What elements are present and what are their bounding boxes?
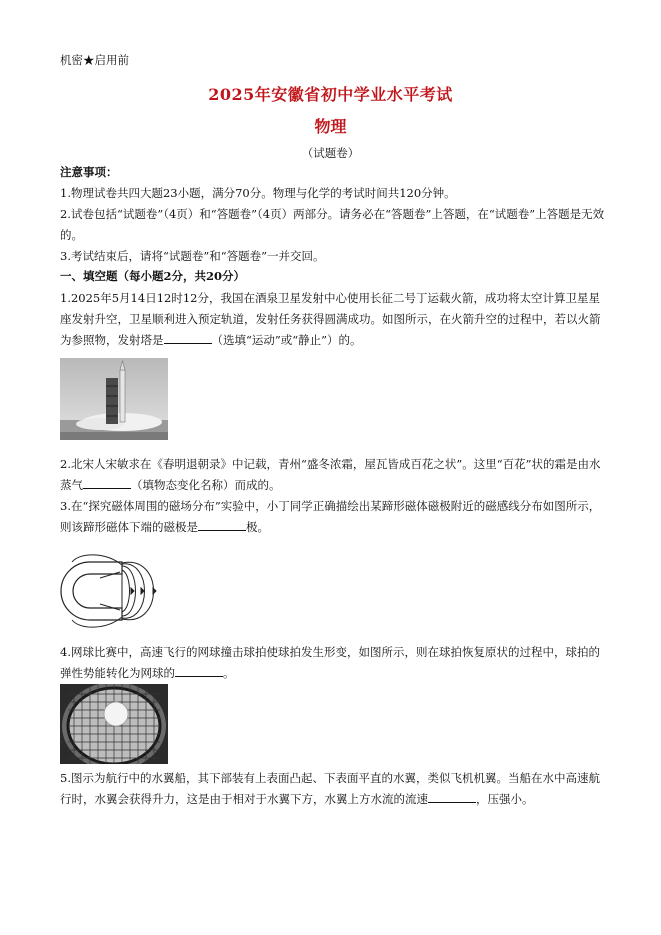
answer-blank-4: [175, 664, 223, 677]
question-3-tail: 极。: [246, 520, 269, 534]
question-2-tail: （填物态变化名称）而成的。: [131, 478, 281, 492]
question-4-text: 4.网球比赛中，高速飞行的网球撞击球拍使球拍发生形变，如图所示，则在球拍恢复原状的过程中，球拍的弹性势能转化为网球的: [60, 645, 600, 680]
question-1-text: 1.2025年5月14日12时12分，我国在酒泉卫星发射中心使用长征二号丁运载火箭，成功将太空计算卫星星座发射升空，卫星顺利进入预定轨道，发射任务获得圆满成功。如图所示，在火箭升空的过程中，若以火箭为参照物，发射塔是: [60, 291, 601, 347]
rocket-launch-photo: [60, 358, 168, 440]
notice-item-3: 3.考试结束后，请将“试题卷”和“答题卷”一并交回。: [60, 249, 325, 263]
notice-item-1: 1.物理试卷共四大题23小题，满分70分。物理与化学的考试时间共120分钟。: [60, 186, 456, 200]
question-5-tail: ，压强小。: [476, 792, 534, 806]
question-4-tail: 。: [223, 666, 235, 680]
exam-title: 2025年安徽省初中学业水平考试: [208, 85, 453, 104]
question-2-text: 2.北宋人宋敏求在《春明退朝录》中记载，青州“盛冬浓霜，屋瓦皆成百花之状”。这里“百花”状的霜是由水蒸气: [60, 457, 601, 492]
question-2: [60, 454, 608, 496]
section-heading: 一、填空题（每小题2分，共20分）: [60, 269, 246, 283]
answer-blank-5: [428, 790, 476, 803]
subject-title: 物理: [314, 117, 347, 136]
question-3-text: 3.在“探究磁体周围的磁场分布”实验中，小丁同学正确描绘出某蹄形磁体磁极附近的磁感线分布如图所示，则该蹄形磁体下端的磁极是: [60, 499, 601, 534]
notice-heading: 注意事项：: [60, 165, 118, 179]
notice-item-2: 2.试卷包括“试题卷”（4页）和“答题卷”（4页）两部分。请务必在“答题卷”上答题，在“试题卷”上答题是无效的。: [60, 207, 605, 242]
question-5: [60, 768, 608, 810]
question-4: [60, 642, 608, 684]
question-3: [60, 496, 608, 538]
paper-type: （试题卷）: [301, 146, 360, 160]
answer-blank-2: [83, 476, 131, 489]
answer-blank-1: [164, 331, 212, 344]
question-1-tail: （选填“运动”或“静止”）的。: [211, 333, 362, 347]
answer-blank-3: [198, 518, 246, 531]
horseshoe-magnet-field-diagram: [60, 554, 170, 628]
question-1: [60, 288, 608, 351]
tennis-racket-photo: [60, 684, 168, 764]
question-5-text: 5.图示为航行中的水翼船，其下部装有上表面凸起、下表面平直的水翼，类似飞机机翼。当船在水中高速航行时，水翼会获得升力，这是由于相对于水翼下方，水翼上方水流的流速: [60, 771, 600, 806]
secret-mark: 机密★启用前: [60, 53, 129, 67]
